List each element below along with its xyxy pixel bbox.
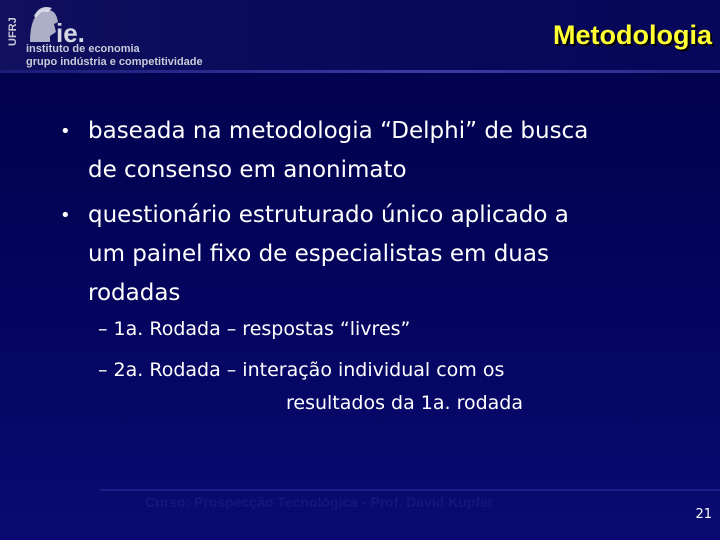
bullet-1-line-2: de consenso em anonimato: [88, 157, 407, 183]
subbullet-1: – 1a. Rodada – respostas “livres”: [98, 318, 411, 340]
page-number: 21: [695, 507, 712, 522]
bullet-dot: •: [60, 205, 71, 226]
subbullet-2-continuation: resultados da 1a. rodada: [286, 392, 523, 414]
subbullet-2: – 2a. Rodada – interação individual com os: [98, 359, 505, 381]
footer-course-text: Curso: Prospecção Tecnológica - Prof. David Kupfer: [145, 494, 494, 510]
slide-title: Metodologia: [553, 20, 712, 50]
ie-ufrj-logo: [6, 2, 203, 70]
bullet-2-line-2: um painel fixo de especialistas em duas: [88, 241, 549, 267]
logo-mark: ie.: [56, 18, 85, 48]
bullet-2-line-3: rodadas: [88, 280, 181, 306]
logo-ufrj-text: UFRJ: [7, 17, 19, 46]
bullet-2-line-1: questionário estruturado único aplicado a: [88, 202, 569, 228]
bullet-1-line-1: baseada na metodologia “Delphi” de busca: [88, 118, 589, 144]
logo-line-2: grupo indústria e competitividade: [26, 56, 203, 68]
footer-rule: [100, 489, 720, 491]
header-rule: [0, 70, 720, 73]
logo-line-1: instituto de economia: [26, 43, 140, 55]
bullet-dot: •: [60, 121, 71, 142]
